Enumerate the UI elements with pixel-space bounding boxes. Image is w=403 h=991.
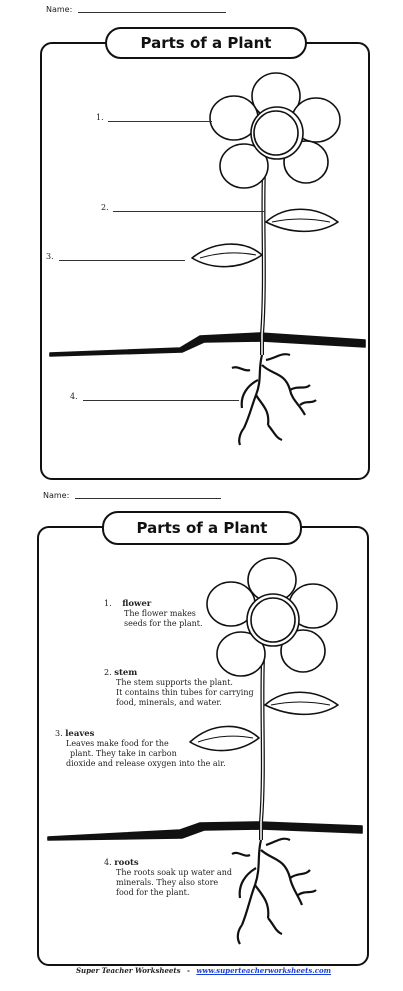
blank-number: 4. [70,392,78,401]
description-line: The stem supports the plant. [116,678,233,687]
footer-link[interactable]: www.superteacherworksheets.com [196,966,332,975]
part-term: roots [114,858,139,868]
description-line: It contains thin tubes for carrying [116,688,254,697]
part-number: 3. [55,729,63,738]
description-line: food, minerals, and water. [116,698,222,707]
footer [76,966,336,975]
blank-number: 2. [101,203,109,212]
description-line: plant. They take in carbon [70,749,177,758]
part-number: 1. [104,599,112,608]
part-item-roots [104,858,254,868]
description-line: The flower makes [124,609,196,618]
part-term: leaves [65,729,95,739]
part-item-leaves [55,729,205,739]
blank-number: 1. [96,113,104,122]
part-item-stem [104,668,254,678]
name-label: Name: [43,491,70,500]
description-line: dioxide and release oxygen into the air. [66,759,226,768]
part-number: 4. [104,858,112,867]
description-line: food for the plant. [116,888,190,897]
part-description [124,609,264,629]
name-label: Name: [46,5,73,14]
part-term: flower [122,599,152,609]
part-number: 2. [104,668,112,677]
blank-number: 3. [46,252,54,261]
footer-brand: Super Teacher Worksheets [76,966,181,975]
part-term: stem [114,668,138,678]
description-line: seeds for the plant. [124,619,203,628]
part-item-flower [104,599,254,609]
description-line: Leaves make food for the [66,739,169,748]
worksheet-title-text: Parts of a Plant [140,34,272,52]
part-description [66,739,246,769]
description-line: The roots soak up water and [116,868,232,877]
description-line: minerals. They also store [116,878,219,887]
part-description [116,678,276,708]
footer-separator: - [187,966,190,975]
part-description [116,868,256,898]
worksheet-title-text: Parts of a Plant [136,519,268,537]
